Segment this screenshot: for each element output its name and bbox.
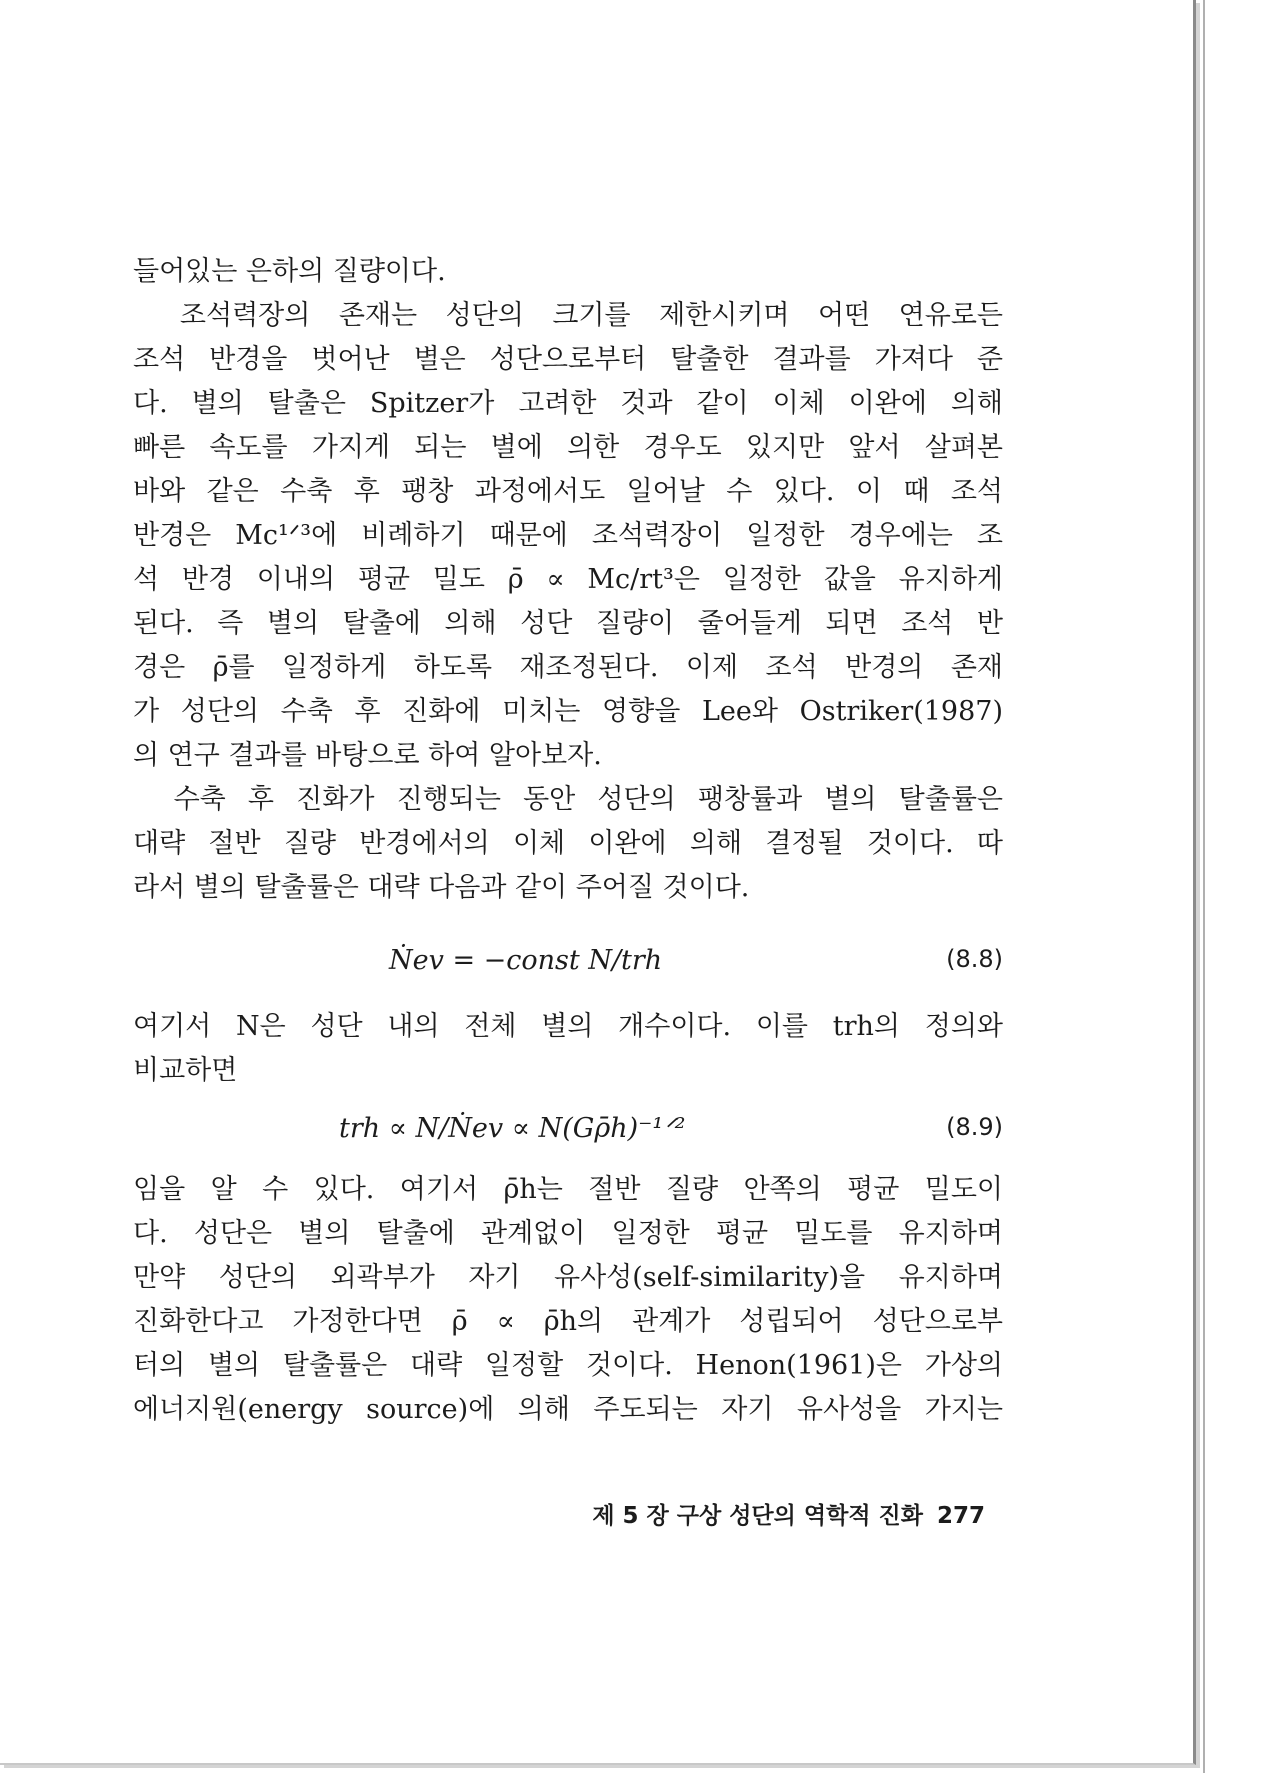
text-line: 만약 성단의 외곽부가 자기 유사성(self-similarity)을 유지하며 [133, 1262, 1003, 1293]
page-footer [545, 1497, 985, 1530]
text-line: 수축 후 진화가 진행되는 동안 성단의 팽창률과 별의 탈출률은 [133, 784, 1003, 815]
text-line: 바와 같은 수축 후 팽창 과정에서도 일어날 수 있다. 이 때 조석 [133, 476, 1003, 507]
text-line: 대략 절반 질량 반경에서의 이체 이완에 의해 결정될 것이다. 따 [133, 828, 1003, 859]
text-line: 반경은 Mc¹ᐟ³에 비례하기 때문에 조석력장이 일정한 경우에는 조 [133, 520, 1003, 551]
equation-number: (8.9) [946, 1113, 1003, 1141]
text-line: 진화한다고 가정한다면 ρ̄ ∝ ρ̄h의 관계가 성립되어 성단으로부 [133, 1306, 1003, 1337]
text-line: 비교하면 [133, 1055, 238, 1086]
text-line: 에너지원(energy source)에 의해 주도되는 자기 유사성을 가지는 [133, 1394, 1003, 1425]
page-edge-divider [1203, 0, 1205, 1773]
paragraph-2 [133, 1005, 1003, 1093]
text-line: 가 성단의 수축 후 진화에 미치는 영향을 Lee와 Ostriker(1987) [133, 696, 1003, 727]
text-line: 임을 알 수 있다. 여기서 ρ̄h는 절반 질량 안쪽의 평균 밀도이 [133, 1174, 1003, 1205]
text-line: 경은 ρ̄를 일정하게 하도록 재조정된다. 이제 조석 반경의 존재 [133, 652, 1003, 683]
page-number: 277 [936, 1503, 985, 1529]
text-line: 여기서 N은 성단 내의 전체 별의 개수이다. 이를 trh의 정의와 [133, 1011, 1003, 1042]
equation-expression: trh ∝ N/Ṅev ∝ N(Gρ̄h)⁻¹ᐟ² [339, 1113, 686, 1144]
text-line: 된다. 즉 별의 탈출에 의해 성단 질량이 줄어들게 되면 조석 반 [133, 608, 1003, 639]
equation-number: (8.8) [946, 945, 1003, 973]
paragraph-1 [133, 250, 1003, 910]
text-line: 들어있는 은하의 질량이다. [133, 256, 446, 287]
text-line: 다. 별의 탈출은 Spitzer가 고려한 것과 같이 이체 이완에 의해 [133, 388, 1003, 419]
text-line: 의 연구 결과를 바탕으로 하여 알아보자. [133, 740, 602, 771]
text-line: 다. 성단은 별의 탈출에 관계없이 일정한 평균 밀도를 유지하며 [133, 1218, 1003, 1249]
equation-expression: Ṅev = −const N/trh [389, 945, 663, 976]
equation-8-9 [133, 1105, 1003, 1155]
text-line: 라서 별의 탈출률은 대략 다음과 같이 주어질 것이다. [133, 872, 750, 903]
text-line: 석 반경 이내의 평균 밀도 ρ̄ ∝ Mc/rt³은 일정한 값을 유지하게 [133, 564, 1003, 595]
paragraph-3 [133, 1168, 1003, 1432]
text-line: 조석 반경을 벗어난 별은 성단으로부터 탈출한 결과를 가져다 준 [133, 344, 1003, 375]
text-line: 빠른 속도를 가지게 되는 별에 의한 경우도 있지만 앞서 살펴본 [133, 432, 1003, 463]
text-line: 터의 별의 탈출률은 대략 일정할 것이다. Henon(1961)은 가상의 [133, 1350, 1003, 1381]
chapter-title: 제 5 장 구상 성단의 역학적 진화 [592, 1503, 923, 1529]
text-line: 조석력장의 존재는 성단의 크기를 제한시키며 어떤 연유로든 [133, 300, 1003, 331]
equation-8-8 [133, 937, 1003, 987]
